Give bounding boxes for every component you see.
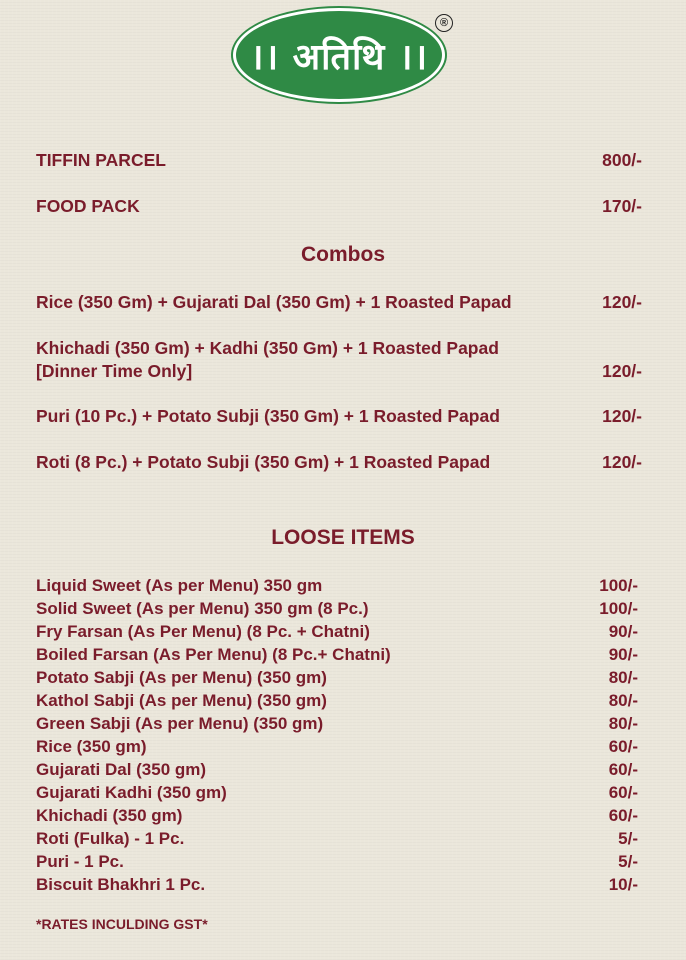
item-label: Rice (350 gm) (36, 737, 147, 756)
item-label: Biscuit Bhakhri 1 Pc. (36, 875, 206, 894)
item-price: 120/- (602, 406, 642, 426)
item-label: TIFFIN PARCEL (36, 150, 166, 170)
item-label: Fry Farsan (As Per Menu) (8 Pc. + Chatni) (36, 622, 370, 641)
item-label: Boiled Farsan (As Per Menu) (8 Pc.+ Chatni) (36, 645, 391, 664)
item-label: Green Sabji (As per Menu) (350 gm) (36, 714, 324, 733)
item-label: Roti (Fulka) - 1 Pc. (36, 829, 185, 848)
item-label-note: [Dinner Time Only] (36, 361, 193, 381)
item-price: 60/- (608, 760, 638, 779)
item-price: 80/- (608, 691, 638, 710)
item-price: 90/- (608, 622, 638, 641)
loose-items-heading: LOOSE ITEMS (271, 526, 415, 549)
item-price: 60/- (608, 783, 638, 802)
item-price: 80/- (608, 714, 638, 733)
item-price: 5/- (618, 852, 638, 871)
combos-heading: Combos (301, 243, 385, 266)
item-price: 120/- (602, 361, 642, 381)
item-label: Khichadi (350 gm) (36, 806, 183, 825)
item-price: 10/- (608, 875, 638, 894)
item-label: Gujarati Dal (350 gm) (36, 760, 207, 779)
item-price: 80/- (608, 668, 638, 687)
item-label: Kathol Sabji (As per Menu) (350 gm) (36, 691, 327, 710)
item-label: Rice (350 Gm) + Gujarati Dal (350 Gm) + 1 Roasted Papad (36, 292, 512, 312)
item-price: 170/- (602, 196, 642, 216)
item-price: 60/- (608, 806, 638, 825)
brand-logo (233, 8, 443, 100)
item-price: 120/- (602, 452, 642, 472)
item-label: Puri - 1 Pc. (36, 852, 124, 871)
combo-item (36, 338, 642, 384)
item-label: Puri (10 Pc.) + Potato Subji (350 Gm) + 1 Roasted Papad (36, 406, 500, 426)
item-price: 90/- (608, 645, 638, 664)
registered-mark: ® (435, 14, 453, 32)
item-label: Gujarati Kadhi (350 gm) (36, 783, 227, 802)
item-price: 60/- (608, 737, 638, 756)
item-label: FOOD PACK (36, 196, 140, 216)
item-label: Liquid Sweet (As per Menu) 350 gm (36, 576, 323, 595)
item-price: 100/- (599, 576, 638, 595)
item-price: 100/- (599, 599, 638, 618)
item-price: 120/- (602, 292, 642, 312)
item-label: Roti (8 Pc.) + Potato Subji (350 Gm) + 1 Roasted Papad (36, 452, 491, 472)
item-label: Khichadi (350 Gm) + Kadhi (350 Gm) + 1 Roasted Papad (36, 338, 499, 358)
logo-text: ।। अतिथि ।। (233, 8, 445, 102)
item-price: 800/- (602, 150, 642, 170)
gst-note: *RATES INCULDING GST* (36, 916, 208, 932)
item-label: Solid Sweet (As per Menu) 350 gm (8 Pc.) (36, 599, 369, 618)
item-label: Potato Sabji (As per Menu) (350 gm) (36, 668, 327, 687)
item-price: 5/- (618, 829, 638, 848)
